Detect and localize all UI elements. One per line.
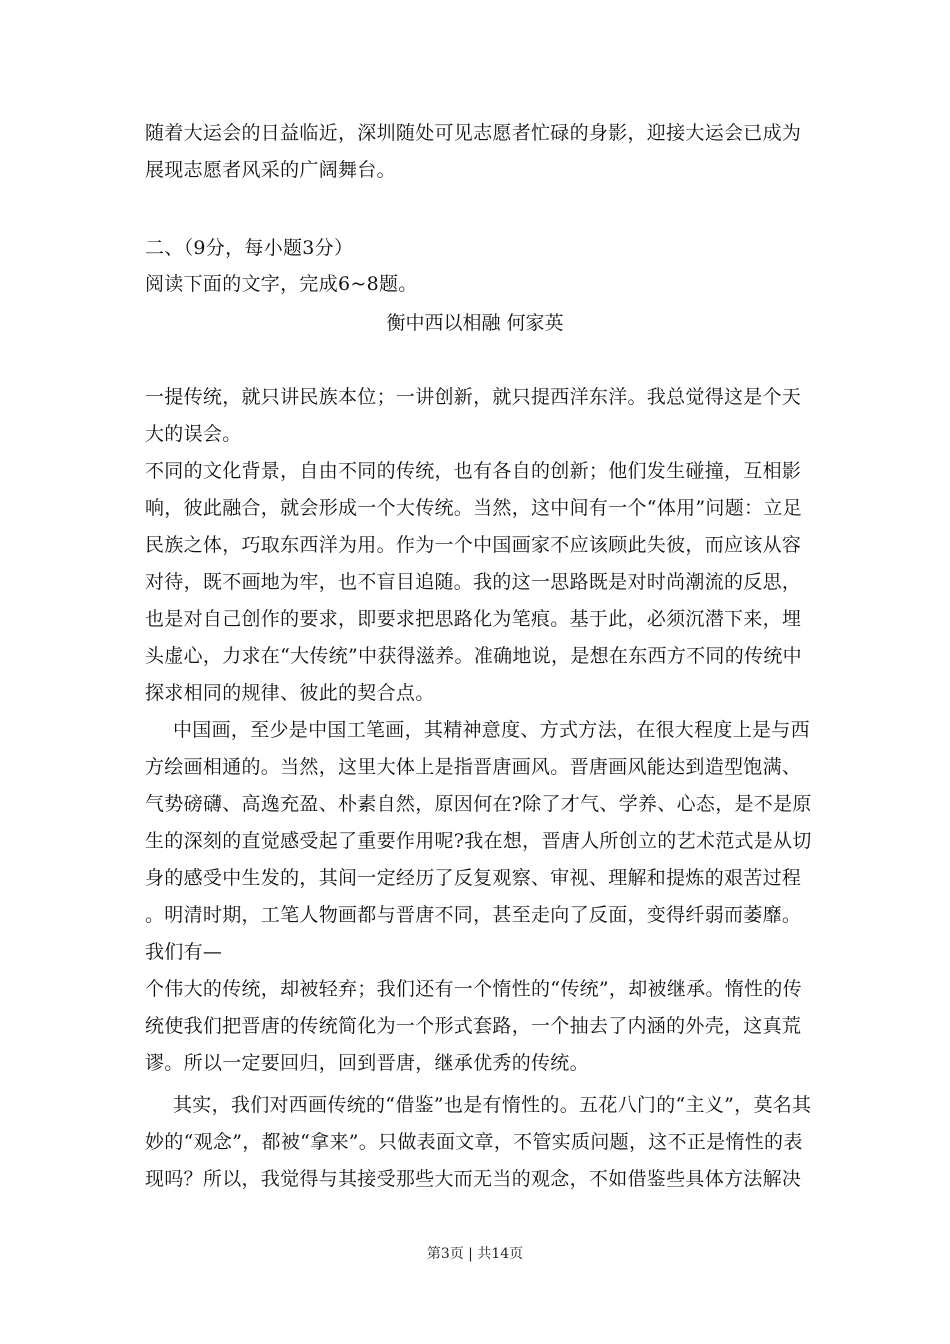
- text-line: 妙的“观念”，都被“拿来”。只做表面文章，不管实质问题，这不正是惰性的表: [145, 1131, 803, 1153]
- text-line: 身的感受中生发的，其间一定经历了反复观察、审视、理解和提炼的艰苦过程: [145, 867, 802, 889]
- text-line: 民族之体，巧取东西洋为用。作为一个中国画家不应该顾此失彼，而应该从容: [145, 534, 802, 556]
- instruction-text: 阅读下面的文字，完成6~8题。: [145, 273, 418, 295]
- article-title: 衡中西以相融 何家英: [386, 312, 564, 334]
- text-line: 。明清时期，工笔人物画都与晋唐不同，甚至走向了反面，变得纤弱而萎靡。: [145, 904, 802, 926]
- text-line: 其实，我们对西画传统的“借鉴”也是有惰性的。五花八门的“主义”，莫名其: [173, 1094, 812, 1116]
- text-line: 展现志愿者风采的广阔舞台。: [145, 159, 396, 181]
- text-line: 气势磅礴、高逸充盈、朴素自然，原因何在?除了才气、学养、心态，是不是原: [145, 793, 812, 815]
- text-line: 一提传统，就只讲民族本位；一讲创新，就只提西洋东洋。我总觉得这是个天: [145, 386, 802, 408]
- text-line: 现吗？所以，我觉得与其接受那些大而无当的观念，不如借鉴些具体方法解决: [145, 1168, 802, 1190]
- text-line: 响，彼此融合，就会形成一个大传统。当然，这中间有一个“体用”问题：立足: [145, 497, 802, 519]
- text-line: 统使我们把晋唐的传统简化为一个形式套路，一个抽去了内涵的外壳，这真荒: [145, 1015, 802, 1037]
- section-heading: 二、（9分，每小题3分）: [145, 237, 354, 259]
- text-line: 探求相同的规律、彼此的契合点。: [145, 682, 435, 704]
- text-line: 我们有—: [145, 941, 223, 963]
- text-line: 生的深刻的直觉感受起了重要作用呢?我在想，晋唐人所创立的艺术范式是从切: [145, 830, 812, 852]
- text-line: 也是对自己创作的要求，即要求把思路化为笔痕。基于此，必须沉潜下来，埋: [145, 608, 802, 630]
- text-line: 对待，既不画地为牢，也不盲目追随。我的这一思路既是对时尚潮流的反思，: [145, 571, 802, 593]
- text-line: 谬。所以一定要回归，回到晋唐，继承优秀的传统。: [145, 1052, 589, 1074]
- text-line: 中国画，至少是中国工笔画，其精神意度、方式方法，在很大程度上是与西: [173, 719, 810, 741]
- text-line: 随着大运会的日益临近，深圳随处可见志愿者忙碌的身影，迎接大运会已成为: [145, 122, 802, 144]
- text-line: 方绘画相通的。当然，这里大体上是指晋唐画风。晋唐画风能达到造型饱满、: [145, 756, 802, 778]
- text-line: 头虚心，力求在“大传统”中获得滋养。准确地说，是想在东西方不同的传统中: [145, 645, 802, 667]
- text-line: 不同的文化背景，自由不同的传统，也有各自的创新；他们发生碰撞，互相影: [145, 460, 802, 482]
- text-line: 大的误会。: [145, 423, 242, 445]
- text-line: 个伟大的传统，却被轻弃；我们还有一个惰性的“传统”，却被继承。惰性的传: [145, 978, 802, 1000]
- page-footer: 第3页 | 共14页: [426, 1246, 524, 1262]
